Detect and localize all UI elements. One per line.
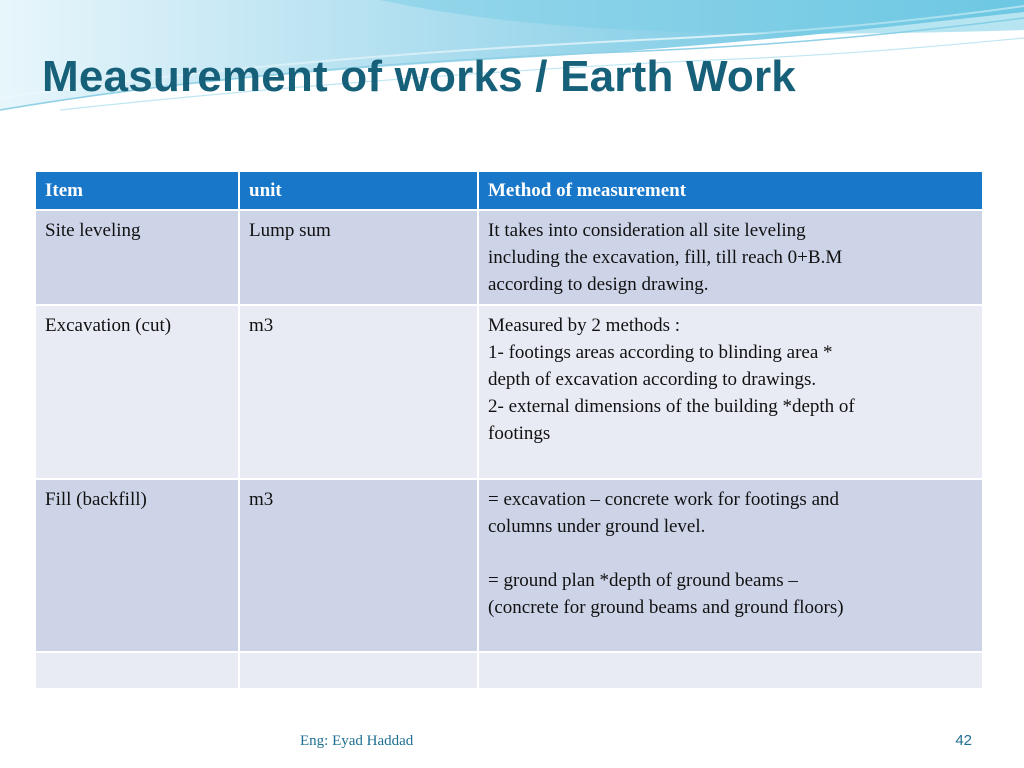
cell-item: Fill (backfill)	[35, 479, 239, 652]
header-unit: unit	[239, 171, 478, 210]
earthwork-measurement-table	[34, 170, 984, 690]
table-row	[35, 305, 983, 479]
table-header-row	[35, 171, 983, 210]
page-number: 42	[955, 732, 972, 749]
cell-item: Excavation (cut)	[35, 305, 239, 479]
cell-method: = excavation – concrete work for footings and columns under ground level. = ground plan *depth of ground beams – (concrete for ground beams and ground floors)	[478, 479, 983, 652]
cell-item: Site leveling	[35, 210, 239, 305]
table-row	[35, 479, 983, 652]
cell-unit: m3	[239, 479, 478, 652]
cell-unit: Lump sum	[239, 210, 478, 305]
table-row	[35, 210, 983, 305]
cell-method: Measured by 2 methods : 1- footings areas according to blinding area * depth of excavation according to drawings. 2- external dimensions of the building *depth of footings	[478, 305, 983, 479]
table-row	[35, 652, 983, 689]
header-method: Method of measurement	[478, 171, 983, 210]
cell-item	[35, 652, 239, 689]
header-item: Item	[35, 171, 239, 210]
cell-unit: m3	[239, 305, 478, 479]
cell-unit	[239, 652, 478, 689]
footer-author: Eng: Eyad Haddad	[300, 733, 414, 749]
cell-method: It takes into consideration all site leveling including the excavation, fill, till reach 0+B.M according to design drawing.	[478, 210, 983, 305]
cell-method	[478, 652, 983, 689]
slide-title: Measurement of works / Earth Work	[42, 52, 796, 101]
